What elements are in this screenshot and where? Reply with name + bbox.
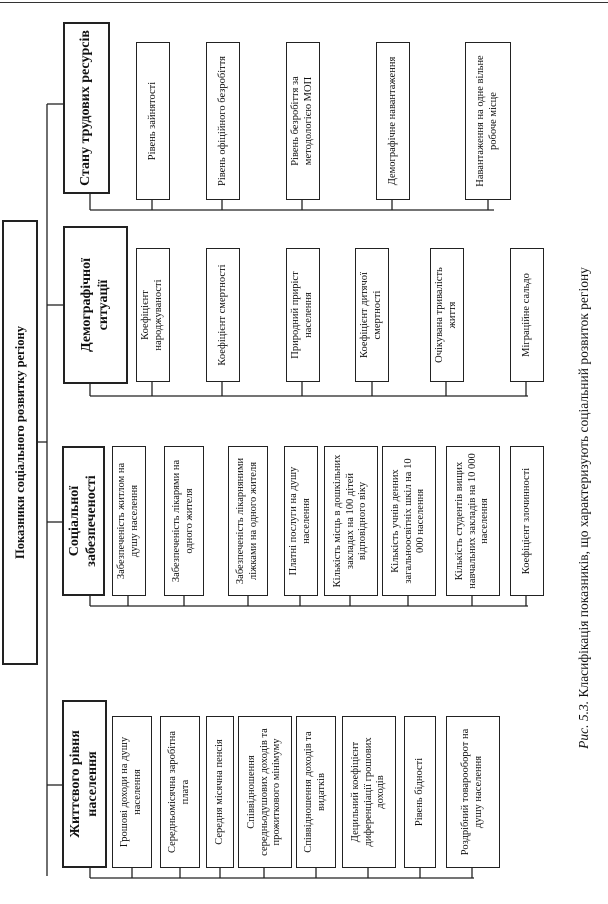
indicator-label: Коефіцієнт злочинності bbox=[520, 467, 532, 575]
indicator-box bbox=[284, 446, 318, 596]
indicator-box bbox=[510, 248, 544, 382]
indicator-label: Співвідношення середньодушових доходів та прожиткового мінімуму bbox=[246, 728, 283, 856]
indicator-label: Забезпеченість лікарями на одного жителя bbox=[171, 459, 195, 583]
indicator-label: Рівень офіційного безробіття bbox=[216, 55, 228, 187]
indicator-label: Коефіцієнт смертності bbox=[216, 264, 228, 366]
caption bbox=[566, 120, 602, 896]
indicator-box bbox=[296, 716, 336, 868]
indicator-box bbox=[112, 446, 146, 596]
root-box bbox=[2, 220, 38, 665]
indicator-box bbox=[286, 42, 320, 200]
indicator-label: Демографічне навантаження bbox=[386, 56, 398, 186]
indicator-label: Міграційне сальдо bbox=[520, 273, 532, 357]
caption-figure-label: Рис. 5.3. bbox=[575, 700, 591, 749]
indicator-label: Грошові доходи на душу населення bbox=[119, 736, 143, 848]
indicator-label: Природний приріст населення bbox=[290, 271, 314, 359]
indicator-box bbox=[382, 446, 436, 596]
indicator-box bbox=[238, 716, 292, 868]
indicator-box bbox=[355, 248, 389, 382]
indicator-box bbox=[206, 716, 234, 868]
indicator-label: Роздрібний товарооборот на душу населення bbox=[460, 728, 484, 856]
indicator-label: Децильний коефіцієнт диференціації грошових доходів bbox=[350, 737, 387, 847]
indicator-box bbox=[510, 446, 544, 596]
indicator-box bbox=[376, 42, 410, 200]
category-label-demography: Демографічної ситуації bbox=[79, 258, 111, 352]
indicator-label: Рівень бідності bbox=[413, 757, 425, 827]
indicator-box bbox=[324, 446, 378, 596]
indicator-box bbox=[136, 248, 170, 382]
indicator-label: Забезпеченість житлом на душу населення bbox=[116, 462, 140, 580]
indicator-box bbox=[112, 716, 152, 868]
indicator-box bbox=[164, 446, 204, 596]
indicator-box bbox=[342, 716, 396, 868]
indicator-box bbox=[160, 716, 200, 868]
category-box-labour bbox=[63, 22, 110, 194]
indicator-box bbox=[465, 42, 511, 200]
indicator-label: Співвідношення доходів та видатків bbox=[303, 731, 327, 853]
indicator-box bbox=[446, 716, 500, 868]
indicator-label: Забезпеченість лікарняними ліжками на одного жителя bbox=[235, 457, 259, 585]
category-box-demography bbox=[63, 226, 128, 384]
indicator-label: Платні послуги на душу населення bbox=[288, 466, 312, 576]
indicator-label: Коефіцієнт народжуваності bbox=[140, 279, 164, 351]
indicator-label: Коефіцієнт дитячої смертності bbox=[359, 272, 383, 358]
indicator-box bbox=[206, 42, 240, 200]
indicator-box bbox=[206, 248, 240, 382]
root-label: Показники соціального розвитку регіону bbox=[12, 326, 27, 559]
caption-title: Класифікація показників, що характеризують соціальний розвиток регіону bbox=[575, 267, 591, 698]
category-label-labour: Стану трудових ресурсів bbox=[78, 30, 94, 186]
indicator-box bbox=[430, 248, 464, 382]
category-label-social: Соціальної забезпеченості bbox=[67, 475, 99, 567]
indicator-label: Середньомісячна заробітна плата bbox=[167, 730, 191, 854]
indicator-label: Кількість учнів денних загальноосвітніх шкіл на 10 000 населення bbox=[390, 458, 427, 584]
indicator-label: Кількість студентів вищих навчальних закладів на 10 000 населення bbox=[454, 453, 491, 589]
indicator-label: Кількість місць в дошкільних закладах на 100 дітей відповідного віку bbox=[332, 454, 369, 588]
indicator-box bbox=[136, 42, 170, 200]
indicator-box bbox=[228, 446, 268, 596]
indicator-label: Навантаження на одне вільне робоче місце bbox=[475, 55, 499, 187]
indicator-box bbox=[286, 248, 320, 382]
category-label-living: Життєвого рівня населення bbox=[68, 730, 100, 838]
indicator-box bbox=[404, 716, 436, 868]
indicator-label: Рівень безробіття за методологією МОП bbox=[290, 76, 314, 166]
category-box-living bbox=[62, 700, 107, 868]
indicator-label: Рівень зайнятості bbox=[146, 81, 158, 161]
caption-text bbox=[566, 120, 602, 896]
category-box-social bbox=[62, 446, 105, 596]
indicator-label: Очікувана тривалість життя bbox=[434, 267, 458, 363]
indicator-box bbox=[446, 446, 500, 596]
indicator-label: Середня місячна пенсія bbox=[213, 739, 225, 845]
